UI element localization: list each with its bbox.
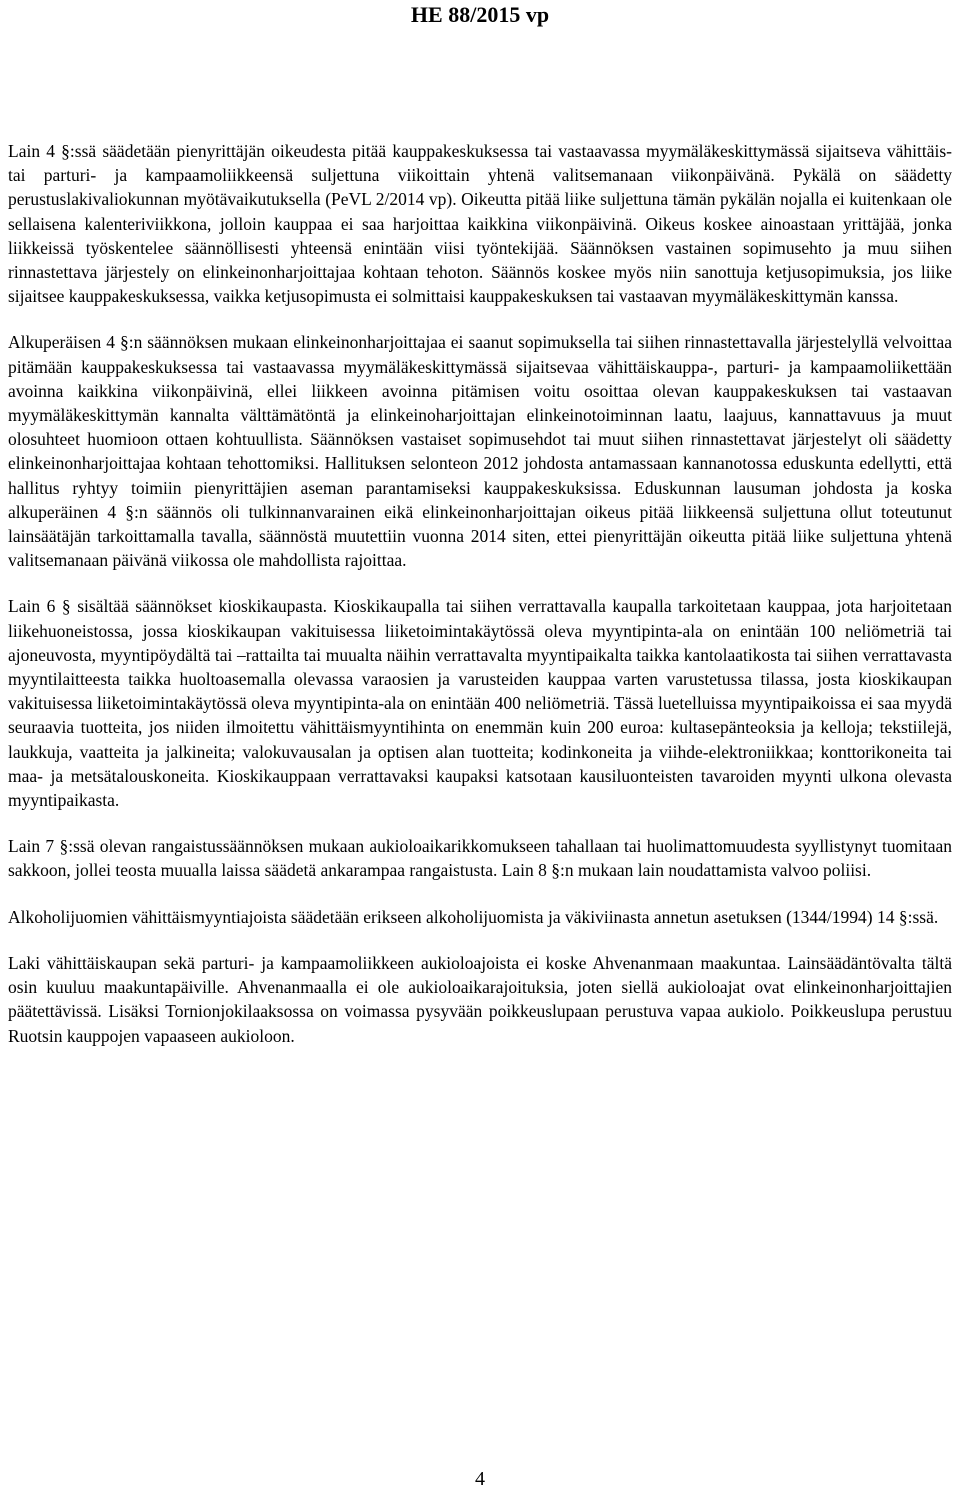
paragraph: Laki vähittäiskaupan sekä parturi- ja kampaamoliikkeen aukioloajoista ei koske Ahvenanmaan maakuntaa. Lainsäädäntövalta tältä osin kuuluu maakuntapäiville. Ahvenanmaalla ei ole aukioloaikarajoituksia, joten siellä aukioloajat ovat elinkeinonharjoittajien päätettävissä. Lisäksi Tornionjokilaaksossa on voimassa pysyvään poikkeuslupaan perustuva vapaa aukiolo. Poikkeuslupa perustuu Ruotsin kauppojen vapaaseen aukioloon. — [8, 952, 952, 1046]
document-body — [8, 139, 952, 1070]
paragraph: Alkuperäisen 4 §:n säännöksen mukaan elinkeinonharjoittajaa ei saanut sopimuksella tai siihen rinnastettavalla järjestelyllä velvoittaa pitämään kauppakeskuksessa tai vastaavassa myymäläkeskittymässä sijaitsevaa vähittäiskauppa-, parturi- ja kampaamoliikettään avoinna kaikkina viikonpäivinä, ellei liikkeen avoinna pitämisen voitu osoittaa olevan kauppakeskuksen tai vastaavan myymäläkeskittymän kannalta välttämätöntä ja elinkeinoharjoittajan elinkeinotoiminnan laatu, laajuus, kannattavuus ja muut olosuhteet huomioon ottaen kohtuullista. Säännöksen vastaiset sopimusehdot tai muut siihen rinnastettavat järjestelyt oli säädetty elinkeinonharjoittajaa kohtaan tehottomiksi. Hallituksen selonteon 2012 johdosta antamassaan kannanotossa eduskunta edellytti, että hallitus ryhtyy toimiin pienyrittäjien aseman parantamiseksi kauppakeskuksissa. Eduskunnan lausuman johdosta ja koska alkuperäinen 4 §:n säännös oli tulkinnanvarainen eikä elinkeinonharjoittajan oikeus pitää liikkeensä suljettuna ollut toteutunut lainsäätäjän tarkoittamalla tavalla, säännöstä muutettiin vuonna 2014 siten, ettei pienyrittäjän oikeutta pitää liike suljettuna yhtenä valitsemanaan päivänä viikossa ole mahdollista rajoittaa. — [8, 332, 952, 571]
document-header: HE 88/2015 vp — [410, 2, 550, 27]
paragraph: Lain 6 § sisältää säännökset kioskikaupasta. Kioskikaupalla tai siihen verrattavalla kaupalla tarkoitetaan kauppaa, jota harjoitetaan liikehuoneistossa, jossa kioskikaupan vakituisessa liiketoimintakäytössä oleva myyntipinta-ala on enintään 100 neliömetriä tai ajoneuvosta, myyntipöydältä tai –rattailta tai muualta näihin verrattavalta myyntipaikalta taikka kantolaatikosta tai siihen verrattavasta myyntilaitteesta taikka huoltoasemalla olevassa varaosien ja varusteiden kauppaa varten varustetussa tilassa, josta kioskikaupan vakituisessa liiketoimintakäytössä oleva myyntipinta-ala on enintään 400 neliömetriä. Tässä luetelluissa myyntipaikoissa ei saa myydä seuraavia tuotteita, jos niiden ilmoitettu vähittäismyyntihinta on enemmän kuin 200 euroa: kultasepänteoksia ja kelloja; tekstiilejä, laukkuja, vaatteita ja jalkineita; valokuvausalan ja optisen alan tuotteita; kodinkoneita ja viihde-elektroniikkaa; konttorikoneita tai maa- ja metsätalouskoneita. Kioskikauppaan verrattavaksi kaupaksi katsotaan kausiluonteisten tavaroiden myynti ulkona olevasta myyntipaikasta. — [8, 596, 952, 811]
paragraph: Lain 4 §:ssä säädetään pienyrittäjän oikeudesta pitää kauppakeskuksessa tai vastaavassa myymäläkeskittymässä sijaitseva vähittäis- tai parturi- ja kampaamoliikkeensä suljettuna viikoittain yhtenä valitsemanaan viikonpäivänä. Pykälä on säädetty perustuslakivaliokunnan myötävaikutuksella (PeVL 2/2014 vp). Oikeutta pitää liike suljettuna tämän pykälän nojalla ei kuitenkaan ole sellaisena kalenteriviikkona, jolloin kauppaa ei saa harjoittaa kaikkina viikonpäivinä. Oikeus koskee ainoastaan yrittäjää, jonka liikkeissä työskentelee säännöllisesti yhteensä enintään viisi työntekijää. Säännöksen vastainen sopimusehto ja muu siihen rinnastettava järjestely on elinkeinonharjoittajaa kohtaan tehoton. Säännös koskee myös niin sanottuja ketjusopimuksia, jos liike sijaitsee kauppakeskuksessa, vaikka ketjusopimusta ei solmittaisi kauppakeskuksen tai vastaavan myymäläkeskittymän kanssa. — [8, 141, 952, 307]
page-number: 4 — [475, 1468, 485, 1490]
paragraph: Alkoholijuomien vähittäismyyntiajoista säädetään erikseen alkoholijuomista ja väkiviinasta annetun asetuksen (1344/1994) 14 §:ssä. — [8, 906, 939, 927]
paragraph: Lain 7 §:ssä olevan rangaistussäännöksen mukaan aukioloaikarikkomukseen tahallaan tai huolimattomuudesta syyllistynyt tuomitaan sakkoon, jollei teosta muualla laissa säädetä ankarampaa rangaistusta. Lain 8 §:n mukaan lain noudattamista valvoo poliisi. — [8, 836, 952, 881]
